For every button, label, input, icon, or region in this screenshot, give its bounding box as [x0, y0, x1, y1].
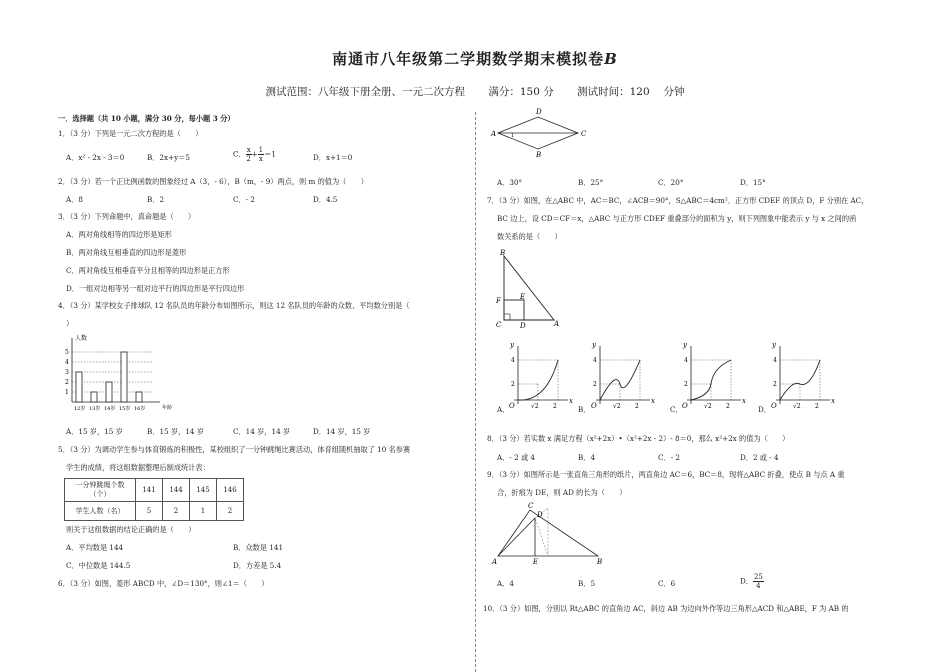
square-cdef: [504, 300, 524, 320]
y-axis-label: y: [772, 341, 776, 349]
q4-stem-close: ）: [66, 319, 74, 328]
q5-question: 则关于这组数据的结论正确的是（ ）: [66, 525, 196, 534]
triangle-abc: [504, 256, 554, 320]
q1-option-b: B．2x+y＝5: [147, 153, 190, 162]
q9-option-b: B．5: [578, 579, 596, 588]
q6-option-c: C．20°: [658, 178, 684, 187]
q7-graph-d: [768, 340, 838, 415]
q7-stem3: 数关系的是（ ）: [497, 232, 562, 241]
q6-stem: 6．（3 分）如图，菱形 ABCD 中，∠D＝130°，则∠1＝（ ）: [58, 579, 269, 588]
q3-stem: 3．（3 分）下列命题中，真命题是（ ）: [58, 212, 196, 221]
q8-option-b: B．4: [578, 453, 596, 462]
x-tick-label: 2: [635, 403, 639, 410]
x-tick-label: 13岁: [89, 406, 101, 412]
exam-time: 测试时间：120 分钟: [577, 86, 685, 98]
q7-option-c: C．: [670, 405, 683, 414]
label-e: E: [533, 558, 539, 566]
label-e: E: [520, 293, 526, 301]
q9-option-d: D． $\frac{25}{4}$: [740, 573, 763, 590]
q8-option-a: A．- 2 或 4: [497, 453, 535, 462]
y-tick-label: 2: [593, 381, 597, 388]
q5-option-d: D．方差是 5.4: [233, 561, 282, 570]
q2-stem: 2．（3 分）若一个正比例函数的图象经过 A（3，- 6），B（m，- 9）两点，则 m 的值为（ ）: [58, 177, 368, 186]
label-b: B: [500, 249, 506, 257]
q5-option-b: B．众数是 141: [233, 543, 284, 552]
q1-option-d: D．x+1＝0: [313, 153, 353, 162]
q4-option-a: A．15 岁，15 岁: [66, 427, 123, 436]
q1-option-c: C． $\frac{x}{2}+$ $\frac{1}{x}=1$: [233, 146, 276, 163]
table-cell: 1: [190, 502, 217, 521]
y-axis-label: y: [510, 341, 514, 349]
q7-stem2: BC 边上，设 CD＝CF＝x，△ABC 与正方形 CDEF 重叠部分的面积为 y，则下列图象中能表示 y 与 x 之间的函: [497, 214, 857, 223]
q4-age-bar-chart: [60, 330, 180, 415]
bar: [121, 352, 127, 402]
x-axis-label: 年龄: [162, 405, 173, 411]
q5-stem: 5．（3 分）为调动学生参与体育锻炼的积极性，某校组织了一分钟跳绳比赛活动，体育组随机抽取了 10 名参赛: [58, 445, 411, 454]
q6-option-b: B．25°: [578, 178, 604, 187]
q4-option-c: C．14 岁，14 岁: [233, 427, 291, 436]
q1-option-a: A．x² - 2x - 3＝0: [66, 153, 125, 162]
q2-option-b: B．2: [147, 195, 165, 204]
origin-label: O: [591, 402, 597, 410]
y-axis-label: 人数: [75, 335, 88, 342]
q5-stem2: 学生的成绩，将这组数据整理后制成统计表：: [66, 463, 210, 472]
q7-triangle-figure: [492, 248, 567, 333]
x-tick-label: 16岁: [134, 406, 146, 412]
x-tick-label: 2: [553, 403, 557, 410]
y-tick-label: 2: [684, 381, 688, 388]
y-tick-label: 4: [593, 357, 597, 364]
table-cell: 145: [190, 479, 217, 502]
table-cell: 144: [163, 479, 190, 502]
q7-stem: 7．（3 分）如图，在△ABC 中，AC＝BC，∠ACB＝90°，S△ABC＝4cm²．正方形 CDEF 的顶点 D，F 分别在 AC，: [487, 196, 869, 205]
x-tick-label: √2: [613, 403, 621, 410]
y-axis-label: y: [683, 341, 687, 349]
x-axis-label: x: [831, 397, 835, 405]
q9-option-c: C．6: [658, 579, 676, 588]
q6-rhombus-figure: [490, 106, 600, 158]
q4-option-b: B．15 岁，14 岁: [147, 427, 204, 436]
q4-stem: 4．（3 分）某学校女子排球队 12 名队员的年龄分布如图所示，则这 12 名队员的年龄的众数、平均数分别是（: [58, 301, 410, 310]
y-tick-label: 3: [65, 369, 69, 376]
y-tick-label: 2: [511, 381, 515, 388]
table-cell: 2: [217, 502, 244, 521]
table-row: [65, 479, 244, 502]
bar: [106, 382, 112, 402]
x-tick-label: √2: [531, 403, 539, 410]
x-tick-label: √2: [793, 403, 801, 410]
q6-option-a: A．30°: [497, 178, 523, 187]
label-a: A: [491, 130, 497, 138]
q7-graph-a: [506, 340, 576, 415]
q8-option-d: D．2 或 - 4: [740, 453, 779, 462]
page-title: 南通市八年级第二学期数学期末模拟卷B: [332, 50, 618, 68]
y-tick-label: 2: [65, 379, 69, 386]
label-f: F: [496, 297, 501, 305]
label-d: D: [536, 108, 542, 116]
label-c: C: [528, 502, 534, 510]
x-tick-label: √2: [704, 403, 712, 410]
label-d: D: [520, 322, 526, 330]
q6-option-d: D．15°: [740, 178, 766, 187]
label-b: B: [536, 151, 542, 159]
label-d: D: [537, 511, 543, 519]
x-axis-label: x: [742, 397, 746, 405]
table-cell: 2: [163, 502, 190, 521]
bar: [91, 392, 97, 402]
y-tick-label: 5: [65, 349, 69, 356]
q3-option-c: C．两对角线互相垂直平分且相等的四边形是正方形: [66, 266, 230, 275]
x-tick-label: 2: [815, 403, 819, 410]
label-a: A: [554, 320, 560, 328]
y-axis-label: y: [592, 341, 596, 349]
origin-label: O: [682, 402, 688, 410]
q9-folded-triangle-figure: [490, 500, 610, 566]
q7-option-d: D．: [758, 405, 771, 414]
q3-option-b: B．两对角线互相垂直的四边形是菱形: [66, 248, 187, 257]
x-tick-label: 15岁: [119, 406, 131, 412]
q1-stem: 1．（3 分）下列是一元二次方程的是（ ）: [58, 129, 203, 138]
q8-stem: 8．（3 分）若实数 x 满足方程（x²+2x）•（x²+2x - 2）- 8＝0，那么 x²+2x 的值为（ ）: [487, 434, 790, 443]
table-header-cell: 学生人数（名）: [65, 502, 136, 521]
q2-option-a: A．8: [66, 195, 83, 204]
origin-label: O: [771, 402, 777, 410]
y-tick-label: 4: [773, 357, 777, 364]
table-header-cell: 一分钟跳绳个数 （个）: [65, 479, 136, 502]
q2-option-c: C．- 2: [233, 195, 255, 204]
angle-1-label: 1: [511, 133, 515, 139]
y-tick-label: 4: [684, 357, 688, 364]
label-a: A: [492, 558, 498, 566]
label-c: C: [496, 321, 502, 329]
table-cell: 5: [136, 502, 163, 521]
section-heading: 一．选择题（共 10 小题，满分 30 分，每小题 3 分）: [58, 114, 235, 123]
q4-option-d: D．14 岁，15 岁: [313, 427, 371, 436]
function-curve: [518, 360, 558, 400]
q9-option-a: A．4: [497, 579, 514, 588]
table-cell: 141: [136, 479, 163, 502]
exam-score: 满分：150 分: [488, 86, 554, 98]
bar: [136, 392, 142, 402]
table-cell: 146: [217, 479, 244, 502]
x-tick-label: 12岁: [74, 406, 86, 412]
bar: [76, 372, 82, 402]
x-axis-label: x: [569, 397, 573, 405]
q9-stem: 9．（3 分）如图所示是一张直角三角形的纸片，两直角边 AC＝6，BC＝8，现将△ABC 折叠，使点 B 与点 A 重: [487, 470, 845, 479]
x-axis-label: x: [651, 397, 655, 405]
label-b: B: [597, 558, 603, 566]
y-tick-label: 4: [65, 359, 69, 366]
table-row: [65, 502, 244, 521]
column-divider: [475, 112, 476, 672]
exam-info: [0, 84, 950, 99]
x-tick-label: 14岁: [104, 406, 116, 412]
right-angle-mark: [504, 314, 510, 320]
y-tick-label: 2: [773, 381, 777, 388]
q9-stem2: 合，折痕为 DE，则 AD 的长为（ ）: [497, 488, 627, 497]
x-tick-label: 2: [726, 403, 730, 410]
q5-option-c: C．中位数是 144.5: [66, 561, 131, 570]
q5-stats-table: [64, 478, 244, 521]
q7-graph-c: [679, 340, 749, 415]
q10-stem: 10．（3 分）如图，分别以 Rt△ABC 的直角边 AC，斜边 AB 为边向外作等边三角形△ACD 和△ABE，F 为 AB 的: [483, 604, 849, 613]
origin-label: O: [509, 402, 515, 410]
q3-option-d: D．一组对边相等另一组对边平行的四边形是平行四边形: [66, 284, 245, 293]
q7-option-a: A．: [497, 405, 510, 414]
y-tick-label: 1: [65, 389, 69, 396]
exam-scope: 测试范围：八年级下册全册、一元二次方程: [265, 86, 466, 98]
q7-graph-b: [588, 340, 658, 415]
segment-ad: [498, 518, 535, 556]
q5-option-a: A．平均数是 144: [66, 543, 124, 552]
y-tick-label: 4: [511, 357, 515, 364]
q8-option-c: C．- 2: [658, 453, 680, 462]
q2-option-d: D．4.5: [313, 195, 338, 204]
q7-option-b: B．: [578, 405, 591, 414]
label-c: C: [581, 130, 587, 138]
q3-option-a: A．两对角线相等的四边形是矩形: [66, 230, 172, 239]
